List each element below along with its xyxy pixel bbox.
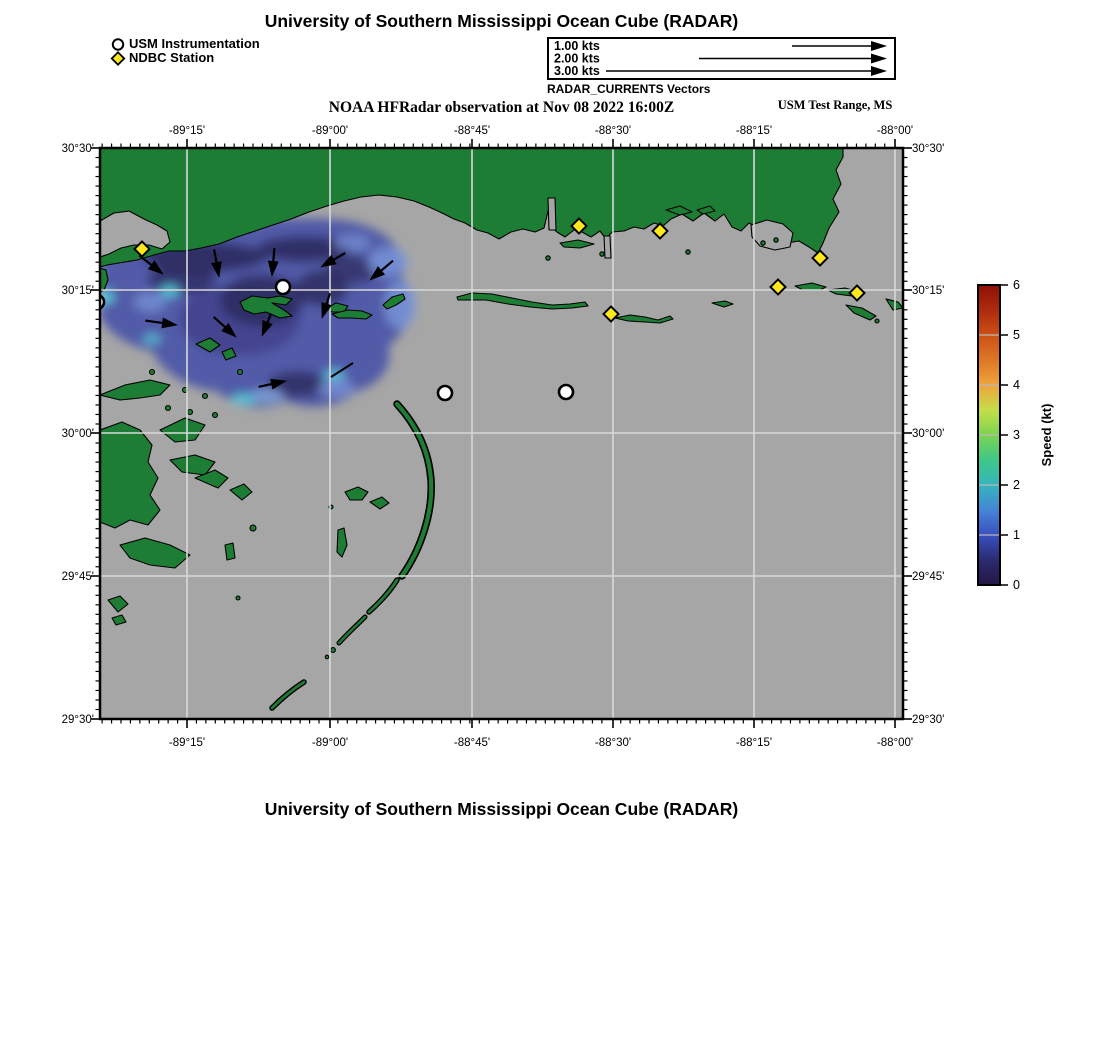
scale-label-3kt: 3.00 kts: [554, 64, 600, 77]
lon-tick-label: -88°15': [735, 737, 773, 749]
lon-tick-label: -89°15': [168, 125, 206, 137]
pascagoula-river-inlet: [604, 236, 611, 258]
lon-tick-label: -88°45': [453, 737, 491, 749]
legend-item-ndbc: [110, 51, 260, 65]
range-label: USM Test Range, MS: [777, 98, 893, 112]
lon-tick-label: -88°45': [453, 125, 491, 137]
colorbar-tick-label: 2: [1013, 478, 1020, 492]
lat-tick-label: 30°00': [912, 428, 945, 440]
lon-tick-label: -89°00': [311, 125, 349, 137]
lat-tick-label: 29°30': [61, 714, 94, 726]
lat-tick-label: 30°15': [61, 285, 94, 297]
lon-tick-label: -89°15': [168, 737, 206, 749]
vector-scale-arrows: [549, 39, 893, 77]
scale-label-2kt: 2.00 kts: [554, 51, 600, 66]
lat-tick-label: 29°45': [61, 571, 94, 583]
colorbar-tick-labels: [1013, 278, 1020, 592]
lon-tick-label: -88°30': [594, 737, 632, 749]
lon-tick-label: -88°15': [735, 125, 773, 137]
lon-tick-label: -88°30': [594, 125, 632, 137]
colorbar: [978, 278, 1054, 592]
lat-tick-label: 30°30': [61, 143, 94, 155]
lat-tick-label: 30°15': [912, 285, 945, 297]
usm-instrument-marker: [276, 280, 290, 294]
lon-tick-label: -89°00': [311, 737, 349, 749]
legend-label: NDBC Station: [129, 50, 215, 65]
colorbar-tick-marks: [1000, 285, 1008, 585]
colorbar-tick-label: 6: [1013, 278, 1020, 292]
legend-item-usm: [110, 37, 260, 51]
colorbar-tick-label: 5: [1013, 328, 1020, 342]
map-legend: [110, 37, 260, 65]
colorbar-tick-label: 1: [1013, 528, 1020, 542]
scale-arrow-shafts: [606, 46, 873, 71]
diamond-icon: [110, 51, 126, 66]
scale-label-1kt: 1.00 kts: [554, 39, 600, 53]
lat-tick-label: 30°30': [912, 143, 945, 155]
lon-tick-label: -88°00': [876, 125, 914, 137]
colorbar-tick-label: 4: [1013, 378, 1020, 392]
lat-axis-labels-right: [912, 143, 944, 726]
colorbar-axis-label: Speed (kt): [1039, 403, 1054, 467]
page-title: University of Southern Mississippi Ocean Cube (RADAR): [264, 11, 739, 31]
lat-tick-label: 30°00': [61, 428, 94, 440]
biloxi-bay-inlet: [548, 198, 556, 230]
lat-axis-labels-left: [62, 143, 94, 726]
vector-scale-box: [547, 37, 896, 80]
usm-instrument-marker: [438, 386, 452, 400]
colorbar-tick-label: 3: [1013, 428, 1020, 442]
usm-instrument-marker: [559, 385, 573, 399]
vector-scale-caption: RADAR_CURRENTS Vectors: [547, 82, 711, 96]
observation-subtitle: NOAA HFRadar observation at Nov 08 2022 16:00Z: [328, 99, 675, 116]
legend-label: USM Instrumentation: [129, 36, 260, 51]
map-plot: [0, 120, 1100, 800]
circle-icon: [110, 37, 126, 52]
lon-tick-label: -88°00': [876, 737, 914, 749]
lat-tick-label: 29°30': [912, 714, 945, 726]
scale-arrow-heads: [871, 41, 887, 76]
lat-tick-label: 29°45': [912, 571, 945, 583]
footer-title: University of Southern Mississippi Ocean Cube (RADAR): [264, 799, 739, 819]
usm-instrument-marker: [90, 295, 104, 309]
colorbar-tick-label: 0: [1013, 578, 1020, 592]
